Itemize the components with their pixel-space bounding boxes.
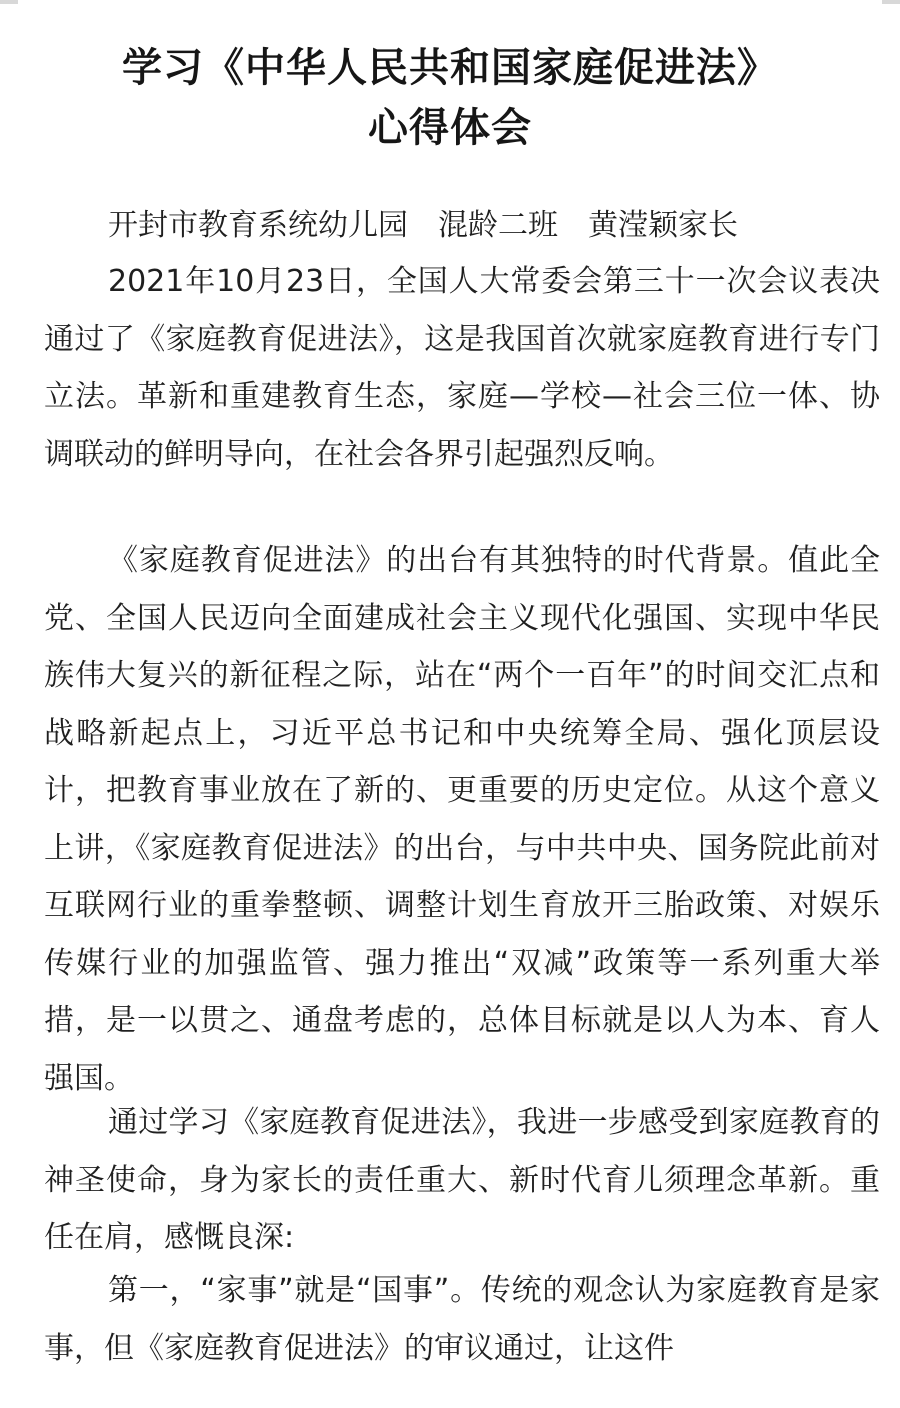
author-line: 开封市教育系统幼儿园 混龄二班 黄滢颖家长	[108, 208, 738, 243]
page-corner-mark-right	[882, 0, 900, 4]
page-corner-mark-left	[0, 0, 18, 4]
document-title-line-1: 学习《中华人民共和国家庭促进法》	[122, 45, 778, 91]
body-paragraph-4: 第一，“家事”就是“国事”。传统的观念认为家庭教育是家事，但《家庭教育促进法》的审议通过，让这件	[44, 1273, 880, 1366]
document-title-line-2: 心得体会	[368, 105, 532, 151]
body-paragraph-3: 通过学习《家庭教育促进法》，我进一步感受到家庭教育的神圣使命，身为家长的责任重大、新时代育儿须理念革新。重任在肩，感慨良深:	[44, 1105, 880, 1255]
body-paragraph-1: 2021年10月23日，全国人大常委会第三十一次会议表决通过了《家庭教育促进法》，这是我国首次就家庭教育进行专门立法。革新和重建教育生态，家庭—学校—社会三位一体、协调联动的鲜明导向，在社会各界引起强烈反响。	[44, 264, 880, 472]
body-paragraph-2: 《家庭教育促进法》的出台有其独特的时代背景。值此全党、全国人民迈向全面建成社会主义现代化强国、实现中华民族伟大复兴的新征程之际，站在“两个一百年”的时间交汇点和战略新起点上，习近平总书记和中央统筹全局、强化顶层设计，把教育事业放在了新的、更重要的历史定位。从这个意义上讲，《家庭教育促进法》的出台，与中共中央、国务院此前对互联网行业的重拳整顿、调整计划生育放开三胎政策、对娱乐传媒行业的加强监管、强力推出“双减”政策等一系列重大举措，是一以贯之、通盘考虑的，总体目标就是以人为本、育人强国。	[44, 543, 880, 1096]
